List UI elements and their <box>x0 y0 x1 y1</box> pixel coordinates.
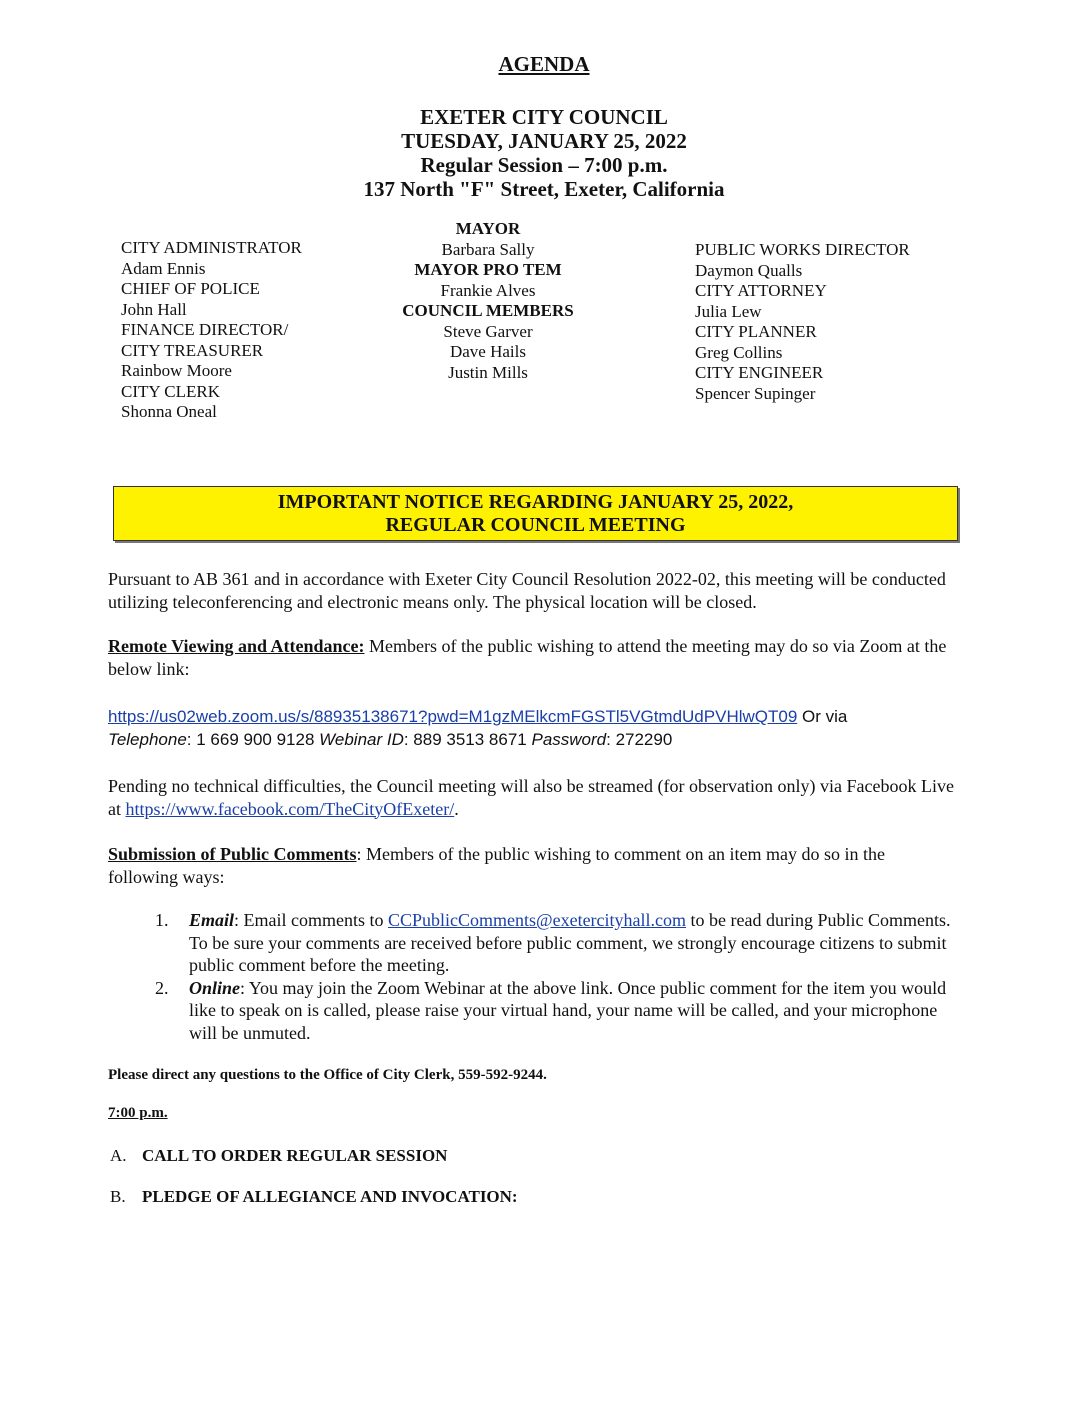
public-comments-heading: Submission of Public Comments <box>108 844 357 864</box>
email-method-text-end: to be read during Public Comments. To be sure your comments are received before public comment, we strongly encourage citizens to submit public comment before the meeting. <box>189 910 951 975</box>
remote-viewing-heading: Remote Viewing and Attendance: <box>108 636 365 656</box>
official-name: Daymon Qualls <box>695 260 803 280</box>
official-title: CITY TREASURER <box>121 340 264 360</box>
public-comments-paragraph <box>108 843 958 888</box>
list-item <box>155 909 955 977</box>
list-item <box>155 977 955 1045</box>
meeting-date: TUESDAY, JANUARY 25, 2022 <box>401 129 687 153</box>
official-name: John Hall <box>121 299 187 319</box>
official-title: CITY CLERK <box>121 381 221 401</box>
council-name: EXETER CITY COUNCIL <box>420 105 668 129</box>
zoom-link[interactable]: https://us02web.zoom.us/s/88935138671?pwd=M1gzMElkcmFGSTl5VGtmdUdPVHlwQT09 <box>108 707 798 726</box>
email-method-text: : Email comments to <box>234 910 388 930</box>
official-title: CITY PLANNER <box>695 322 817 341</box>
mayor-title: MAYOR <box>455 219 521 238</box>
list-number: 1. <box>155 910 169 930</box>
agenda-item-letter: A. <box>110 1146 127 1165</box>
stream-paragraph <box>108 775 958 820</box>
important-notice-banner <box>113 486 958 541</box>
official-title: FINANCE DIRECTOR/ <box>121 320 289 339</box>
intro-paragraph: Pursuant to AB 361 and in accordance with Exeter City Council Resolution 2022-02, this meeting will be conducted utilizing teleconferencing and electronic means only. The physical location will be closed. <box>108 569 946 612</box>
agenda-item <box>110 1146 447 1166</box>
council-column <box>368 219 608 383</box>
agenda-item-title: PLEDGE OF ALLEGIANCE AND INVOCATION: <box>142 1187 518 1206</box>
official-title: PUBLIC WORKS DIRECTOR <box>695 240 910 259</box>
telephone-number: : 1 669 900 9128 <box>186 730 320 749</box>
official-title: CITY ADMINISTRATOR <box>121 238 302 257</box>
official-name: Rainbow Moore <box>121 361 232 380</box>
comment-methods-list <box>155 909 955 1044</box>
session-time: Regular Session – 7:00 p.m. <box>420 153 668 177</box>
council-member-name: Justin Mills <box>448 362 528 382</box>
notice-line-2: REGULAR COUNCIL MEETING <box>385 514 686 536</box>
official-name: Adam Ennis <box>121 258 206 278</box>
password-value: : 272290 <box>606 730 673 749</box>
questions-contact: Please direct any questions to the Office of City Clerk, 559-592-9244. <box>108 1067 547 1083</box>
official-name: Julia Lew <box>695 301 762 321</box>
official-name: Greg Collins <box>695 342 783 362</box>
official-name: Spencer Supinger <box>695 383 816 403</box>
facebook-link[interactable]: https://www.facebook.com/TheCityOfExeter/ <box>125 798 455 819</box>
public-comments-text: : Members of the public wishing to comment on an item may do so in the following ways: <box>108 844 885 887</box>
pro-tem-title: MAYOR PRO TEM <box>414 260 562 279</box>
official-title: CITY ENGINEER <box>695 363 824 382</box>
agenda-item <box>110 1187 518 1207</box>
council-member-name: Dave Hails <box>449 342 526 361</box>
official-title: CHIEF OF POLICE <box>121 279 260 298</box>
webinar-label: Webinar ID <box>319 730 404 749</box>
online-method-label: Online <box>189 977 241 998</box>
telephone-label: Telephone <box>108 730 187 749</box>
stream-text: Pending no technical difficulties, the Council meeting will also be streamed (for observation only) via Facebook Live at <box>108 776 954 819</box>
password-label: Password <box>531 730 607 749</box>
notice-line-1: IMPORTANT NOTICE REGARDING JANUARY 25, 2022, <box>277 491 794 513</box>
mayor-name: Barbara Sally <box>441 239 535 259</box>
comments-email-link[interactable]: CCPublicComments@exetercityhall.com <box>388 910 687 930</box>
council-member-name: Steve Garver <box>443 321 533 341</box>
meeting-address: 137 North "F" Street, Exeter, California <box>363 177 725 201</box>
remote-viewing-text: Members of the public wishing to attend the meeting may do so via Zoom at the below link: <box>108 636 947 679</box>
remote-viewing-paragraph <box>108 635 958 680</box>
list-number: 2. <box>155 977 169 998</box>
webinar-id: : 889 3513 8671 <box>403 730 532 749</box>
agenda-item-title: CALL TO ORDER REGULAR SESSION <box>142 1146 448 1165</box>
pro-tem-name: Frankie Alves <box>440 280 536 300</box>
official-title: CITY ATTORNEY <box>695 281 827 300</box>
stream-end: . <box>454 798 459 819</box>
online-method-text: : You may join the Zoom Webinar at the above link. Once public comment for the item you would like to speak on is called, please raise your virtual hand, your name will be called, and your microphone will be unmuted. <box>189 977 947 1043</box>
zoom-or-text: Or via <box>797 707 848 726</box>
agenda-title: AGENDA <box>498 52 590 76</box>
zoom-info <box>108 705 958 751</box>
officials-right-column <box>695 240 995 404</box>
email-method-label: Email <box>189 910 235 930</box>
agenda-item-letter: B. <box>110 1187 126 1206</box>
session-start-time: 7:00 p.m. <box>108 1105 168 1121</box>
council-members-title: COUNCIL MEMBERS <box>402 301 574 320</box>
official-name: Shonna Oneal <box>121 402 217 421</box>
